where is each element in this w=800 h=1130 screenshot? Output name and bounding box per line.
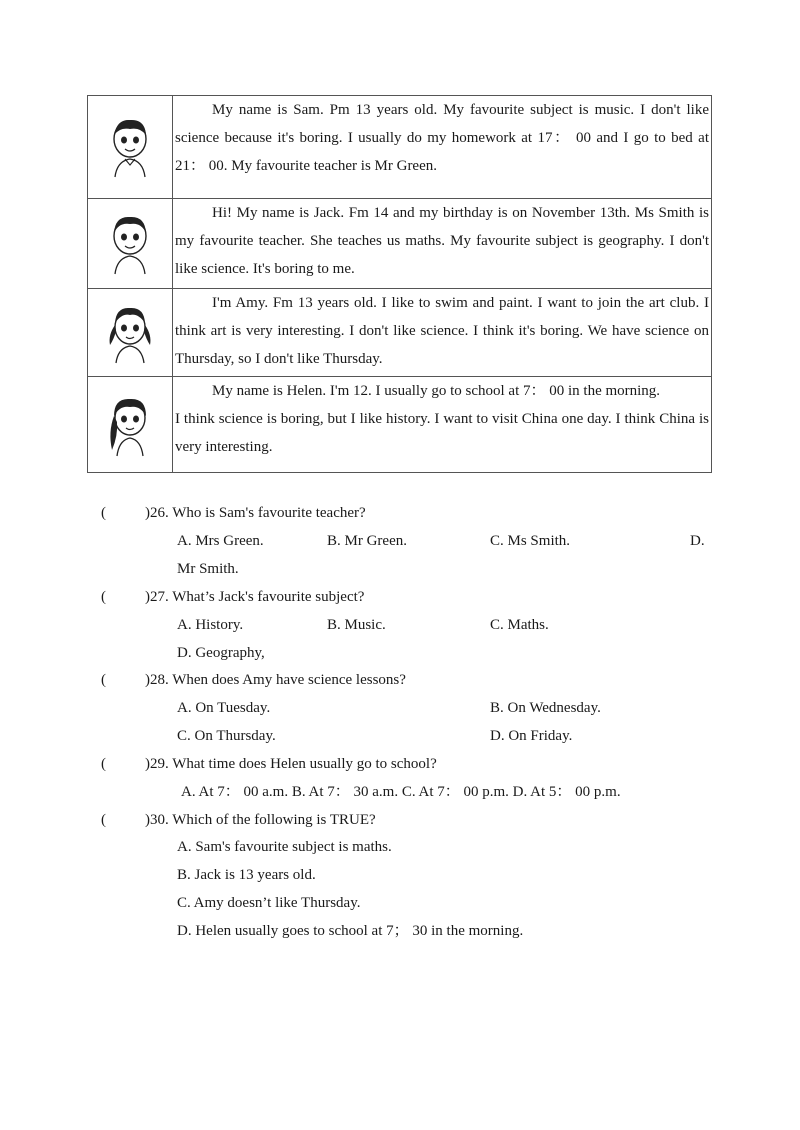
answer-blank[interactable]: ( <box>101 505 106 521</box>
question-27 <box>101 587 364 607</box>
option-d-cont[interactable]: Mr Smith. <box>177 561 239 577</box>
passage-amy <box>173 289 712 377</box>
option-d[interactable]: D. Geography, <box>177 645 265 661</box>
question-text: )27. What’s Jack's favourite subject? <box>145 589 365 605</box>
option-a[interactable]: A. History. <box>177 617 244 633</box>
question-text: )29. What time does Helen usually go to school? <box>145 756 437 772</box>
avatar <box>88 289 173 377</box>
option-b[interactable]: B. Mr Green. <box>327 533 407 549</box>
passage-text: My name is Helen. I'm 12. I usually go to school at 7： 00 in the morning. <box>212 383 661 399</box>
girl-face-icon <box>102 392 158 458</box>
option-a[interactable]: A. Mrs Green. <box>177 533 264 549</box>
avatar <box>88 377 173 473</box>
question-30 <box>101 810 376 830</box>
option-c[interactable]: C. Ms Smith. <box>490 533 571 549</box>
option-a[interactable]: A. On Tuesday. <box>177 700 271 716</box>
question-28 <box>101 670 406 690</box>
table-row <box>88 377 712 473</box>
passage-text: I'm Amy. Fm 13 years old. I like to swim and paint. I want to join the art club. I think art is very interesting. I don't like science. I think it's boring. We have science on Thursday, so I don't like Thursday. <box>175 295 709 367</box>
table-row <box>88 199 712 289</box>
question-text: )28. When does Amy have science lessons? <box>145 672 406 688</box>
option-d[interactable]: D. <box>690 533 705 549</box>
option-c[interactable]: C. Amy doesn’t like Thursday. <box>177 895 361 911</box>
passage-helen <box>173 377 712 473</box>
option-b[interactable]: B. Music. <box>327 617 386 633</box>
table-row <box>88 96 712 199</box>
girl-face-icon <box>102 301 158 365</box>
passage-sam <box>173 96 712 199</box>
avatar <box>88 96 173 199</box>
option-b[interactable]: B. Jack is 13 years old. <box>177 867 316 883</box>
passage-text: My name is Sam. Pm 13 years old. My favourite subject is music. I don't like science because it's boring. I usually do my homework at 17： 00 and I go to bed at 21： 00. My favourite teacher is Mr Green. <box>175 102 709 174</box>
option-d[interactable]: D. On Friday. <box>490 728 573 744</box>
answer-blank[interactable]: ( <box>101 812 106 828</box>
question-text: )26. Who is Sam's favourite teacher? <box>145 505 366 521</box>
option-c[interactable]: C. On Thursday. <box>177 728 276 744</box>
question-26 <box>101 503 366 523</box>
avatar <box>88 199 173 289</box>
option-b[interactable]: B. On Wednesday. <box>490 700 601 716</box>
reading-table <box>87 95 712 473</box>
passage-jack <box>173 199 712 289</box>
boy-face-icon <box>105 212 155 276</box>
boy-face-icon <box>105 115 155 179</box>
question-29 <box>101 754 437 774</box>
option-a[interactable]: A. Sam's favourite subject is maths. <box>177 839 392 855</box>
option-c[interactable]: C. Maths. <box>490 617 549 633</box>
question-text: )30. Which of the following is TRUE? <box>145 812 376 828</box>
answer-blank[interactable]: ( <box>101 672 106 688</box>
table-row <box>88 289 712 377</box>
passage-text-cont: I think science is boring, but I like history. I want to visit China one day. I think China is very interesting. <box>175 411 709 455</box>
option-d[interactable]: D. Helen usually goes to school at 7； 30 in the morning. <box>177 923 524 939</box>
answer-blank[interactable]: ( <box>101 589 106 605</box>
options-line[interactable]: A. At 7： 00 a.m. B. At 7： 30 a.m. C. At 7： 00 p.m. D. At 5： 00 p.m. <box>181 784 621 800</box>
answer-blank[interactable]: ( <box>101 756 106 772</box>
passage-text: Hi! My name is Jack. Fm 14 and my birthday is on November 13th. Ms Smith is my favourite teacher. She teaches us maths. My favourite subject is geography. I don't like science. It's boring to me. <box>175 205 709 277</box>
